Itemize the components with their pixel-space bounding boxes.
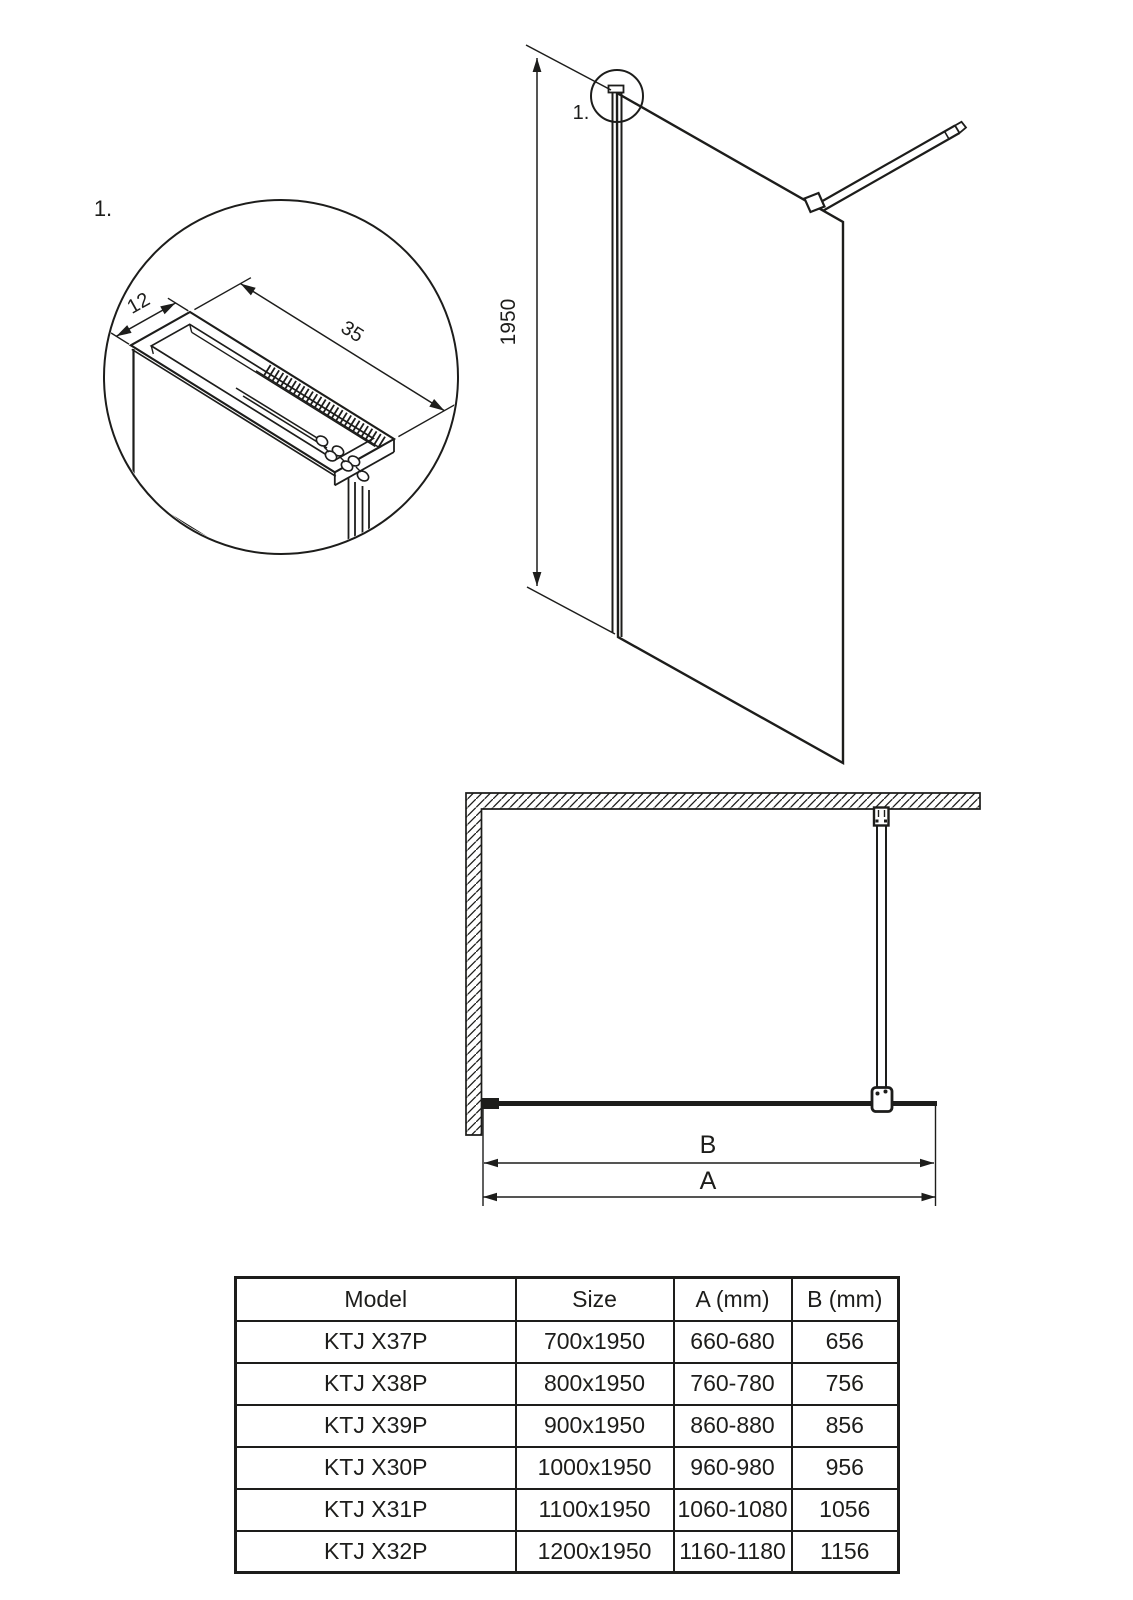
cell-a: 1160-1180 — [674, 1531, 792, 1573]
cell-b: 1056 — [792, 1489, 899, 1531]
detail-number-label: 1. — [93, 196, 113, 221]
cell-size: 700x1950 — [516, 1321, 674, 1363]
cell-b: 756 — [792, 1363, 899, 1405]
glass-panel — [617, 93, 843, 763]
cell-model: KTJ X37P — [236, 1321, 516, 1363]
table-header-row — [236, 1278, 899, 1321]
top-view — [466, 793, 980, 1206]
cell-size: 1200x1950 — [516, 1531, 674, 1573]
cell-model: KTJ X30P — [236, 1447, 516, 1489]
cell-model: KTJ X39P — [236, 1405, 516, 1447]
col-header-a: A (mm) — [674, 1278, 792, 1321]
support-bar-plan — [877, 825, 886, 1089]
glass-edge-lines — [349, 478, 370, 566]
dim-b-label: B — [699, 1131, 717, 1159]
cell-b: 956 — [792, 1447, 899, 1489]
dim-a-label: A — [699, 1167, 717, 1195]
cell-size: 800x1950 — [516, 1363, 674, 1405]
channel-inner-edge — [192, 332, 376, 446]
dim-height-1950 — [526, 45, 615, 634]
detail-ref-label: 1. — [572, 102, 590, 124]
cell-b: 1156 — [792, 1531, 899, 1573]
cell-model: KTJ X38P — [236, 1363, 516, 1405]
cell-model: KTJ X32P — [236, 1531, 516, 1573]
cell-size: 1100x1950 — [516, 1489, 674, 1531]
size-table — [234, 1276, 900, 1574]
cell-a: 760-780 — [674, 1363, 792, 1405]
table-row — [236, 1321, 899, 1363]
table-row — [236, 1531, 899, 1573]
cell-size: 1000x1950 — [516, 1447, 674, 1489]
front-view — [497, 45, 966, 763]
dim-height-label: 1950 — [497, 298, 520, 346]
detail-profile-drawing — [109, 278, 455, 601]
col-header-size: Size — [516, 1278, 674, 1321]
table-row — [236, 1447, 899, 1489]
table-row — [236, 1489, 899, 1531]
table-row — [236, 1405, 899, 1447]
gasket-clips — [315, 434, 371, 483]
cell-a: 1060-1080 — [674, 1489, 792, 1531]
profile-near-rim — [132, 349, 336, 476]
cell-a: 960-980 — [674, 1447, 792, 1489]
detail-view — [94, 196, 458, 601]
cell-b: 856 — [792, 1405, 899, 1447]
wall-profile-plan — [481, 1098, 499, 1109]
profile-top-cap — [609, 86, 624, 93]
dim-35-label: 35 — [336, 316, 368, 348]
arm-cap-tick — [945, 132, 949, 139]
gasket-strip-edge — [236, 388, 322, 441]
dim-12-label: 12 — [123, 288, 154, 319]
col-header-b: B (mm) — [792, 1278, 899, 1321]
profile-channel-opening — [151, 324, 373, 460]
bar-glass-clamp — [872, 1088, 892, 1112]
cell-size: 900x1950 — [516, 1405, 674, 1447]
profile-front-bottom-edge — [134, 492, 311, 601]
dim-b — [484, 1159, 934, 1167]
table-row — [236, 1363, 899, 1405]
arm-end-cap — [955, 122, 966, 133]
wall-section — [466, 793, 980, 1135]
serrated-strip — [267, 370, 384, 444]
support-arm — [819, 122, 966, 211]
bar-wall-bracket — [874, 808, 889, 826]
cell-a: 660-680 — [674, 1321, 792, 1363]
cell-b: 656 — [792, 1321, 899, 1363]
cell-a: 860-880 — [674, 1405, 792, 1447]
col-header-model: Model — [236, 1278, 516, 1321]
cell-model: KTJ X31P — [236, 1489, 516, 1531]
